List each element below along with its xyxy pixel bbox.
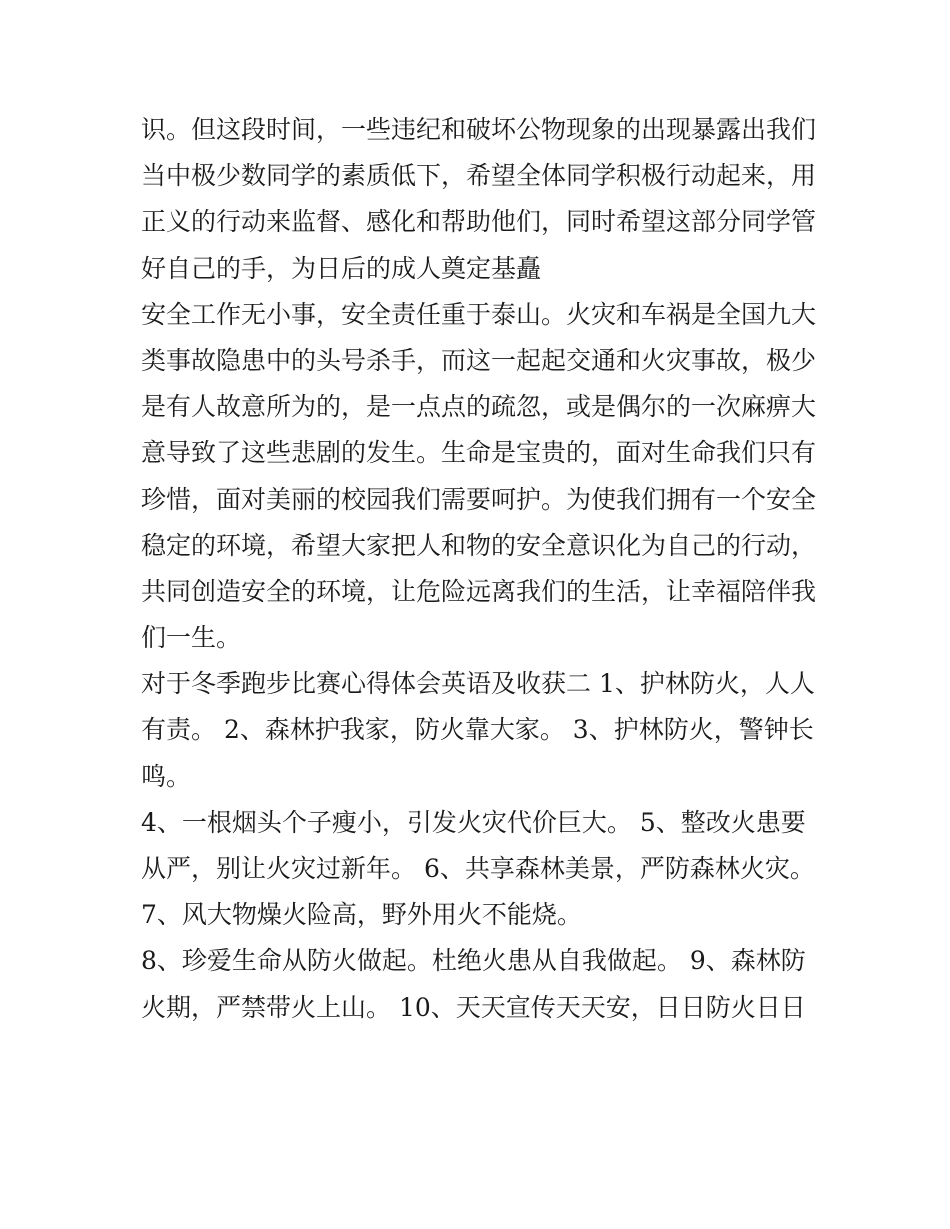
paragraph-1 [141, 107, 821, 292]
text-line: 类事故隐患中的头号杀手，而这一起起交通和火灾事故，极少 [141, 345, 817, 375]
text-line: 共同创造安全的环境，让危险远离我们的生活，让幸福陪伴我 [141, 576, 817, 606]
paragraph-6 [141, 938, 821, 1030]
text-line: 正义的行动来监督、感化和帮助他们，同时希望这部分同学管 [141, 207, 817, 237]
paragraph-3 [141, 661, 821, 800]
document-body [141, 107, 821, 1031]
text-line: 意导致了这些悲剧的发生。生命是宝贵的，面对生命我们只有 [141, 438, 817, 468]
paragraph-4 [141, 800, 821, 892]
paragraph-5 [141, 892, 821, 938]
text-line: 4、一根烟头个子瘦小，引发火灾代价巨大。 5、整改火患要 [141, 807, 806, 837]
text-line: 是有人故意所为的，是一点点的疏忽，或是偶尔的一次麻痹大 [141, 392, 817, 422]
text-line: 好自己的手，为日后的成人奠定基矗 [141, 253, 542, 283]
text-line: 对于冬季跑步比赛心得体会英语及收获二 1、护林防火，人人 [141, 669, 815, 699]
text-line: 当中极少数同学的素质低下，希望全体同学积极行动起来，用 [141, 161, 817, 191]
text-line: 识。但这段时间，一些违纪和破坏公物现象的出现暴露出我们 [141, 115, 817, 144]
text-line: 稳定的环境，希望大家把人和物的安全意识化为自己的行动， [141, 530, 817, 560]
text-line: 从严，别让火灾过新年。 6、共享森林美景，严防森林火灾。 [141, 854, 815, 883]
text-line: 有责。 2、森林护我家，防火靠大家。 3、护林防火，警钟长 [141, 715, 814, 745]
text-line: 7、风大物燥火险高，野外用火不能烧。 [141, 900, 582, 930]
text-line: 火期，严禁带火上山。 10、天天宣传天天安，日日防火日日 [141, 992, 806, 1022]
text-line: 安全工作无小事，安全责任重于泰山。火灾和车祸是全国九大 [141, 299, 817, 329]
text-line: 珍惜，面对美丽的校园我们需要呵护。为使我们拥有一个安全 [141, 484, 817, 514]
text-line: 们一生。 [141, 623, 242, 653]
text-line: 鸣。 [141, 761, 192, 791]
paragraph-2 [141, 292, 821, 662]
text-line: 8、珍爱生命从防火做起。杜绝火患从自我做起。 9、森林防 [141, 946, 806, 976]
